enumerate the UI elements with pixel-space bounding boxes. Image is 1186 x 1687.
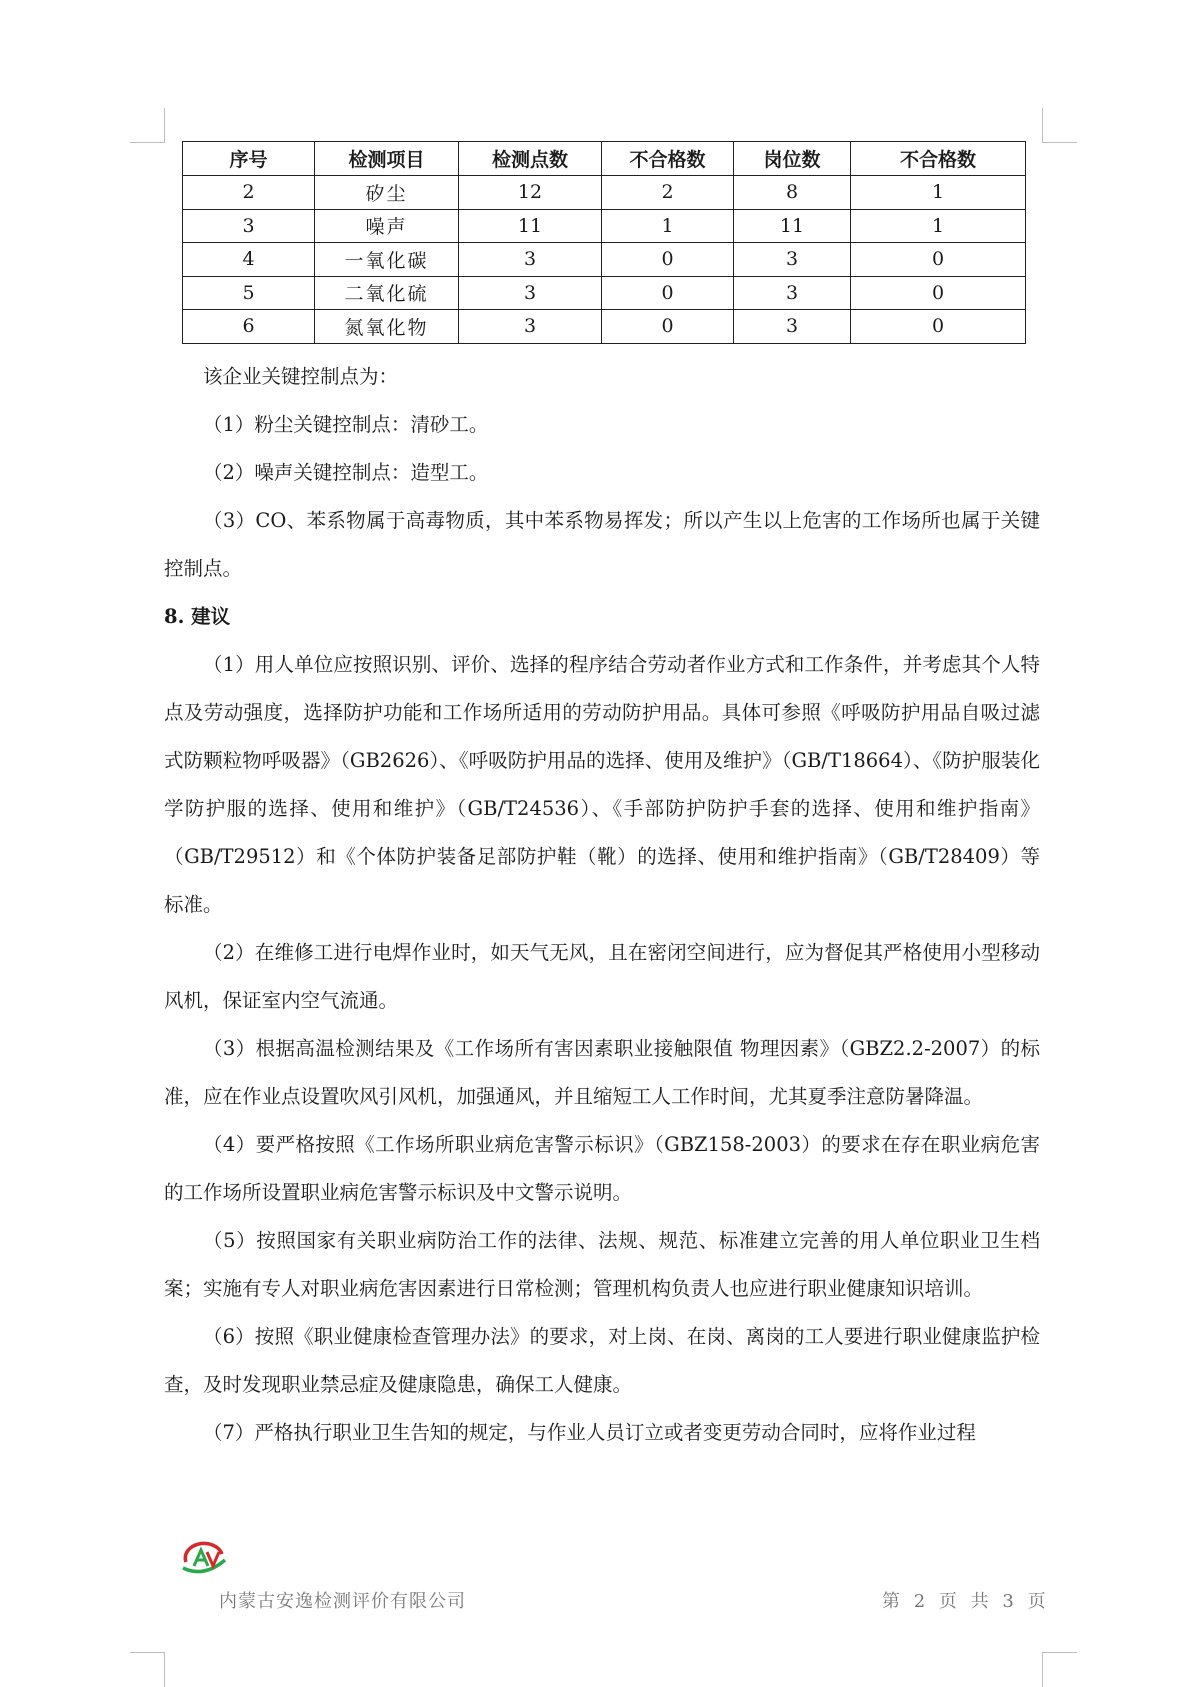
cell-points: 3 [459,243,602,277]
header-posts: 岗位数 [734,142,851,176]
page-label-ye: 页 [938,1591,957,1612]
company-logo-icon [180,1538,228,1576]
section-heading-recommendations: 8. 建议 [164,605,231,628]
cell-points: 3 [459,276,602,310]
page-total: 3 [1002,1591,1014,1612]
cell-points: 3 [459,310,602,344]
page-label-ye-2: 页 [1027,1591,1046,1612]
cell-unqualified-posts: 1 [851,176,1026,210]
logo-letter-a [194,1550,208,1566]
cell-serial: 3 [183,209,315,243]
page-label-di: 第 [882,1591,900,1612]
table-row [183,209,1026,243]
page-current: 2 [913,1591,926,1612]
key-control-toxic: （3）CO、苯系物属于高毒物质，其中苯系物易挥发；所以产生以上危害的工作场所也属于关键控制点。 [164,509,1040,580]
logo-green-arc [183,1560,225,1572]
cell-unqualified-posts: 1 [851,209,1026,243]
cell-unqualified-points: 1 [602,209,734,243]
recommendation-2: （2）在维修工进行电焊作业时，如天气无风，且在密闭空间进行，应为督促其严格使用小型移动风机，保证室内空气流通。 [164,941,1040,1012]
crop-mark-bottom-right [1042,1652,1077,1687]
crop-mark-top-left [130,108,165,143]
header-item: 检测项目 [315,142,459,176]
footer-company-name: 内蒙古安逸检测评价有限公司 [219,1591,466,1612]
cell-posts: 3 [734,310,851,344]
cell-unqualified-posts: 0 [851,310,1026,344]
table-row [183,243,1026,277]
cell-unqualified-points: 0 [602,243,734,277]
header-unqualified-posts: 不合格数 [851,142,1026,176]
cell-item: 二氧化硫 [315,276,459,310]
cell-unqualified-posts: 0 [851,276,1026,310]
recommendation-7: （7）严格执行职业卫生告知的规定，与作业人员订立或者变更劳动合同时，应将作业过程 [203,1421,976,1444]
table-header-row [183,142,1026,176]
cell-posts: 8 [734,176,851,210]
cell-item: 氮氧化物 [315,310,459,344]
recommendation-6: （6）按照《职业健康检查管理办法》的要求，对上岗、在岗、离岗的工人要进行职业健康监护检查，及时发现职业禁忌症及健康隐患，确保工人健康。 [164,1325,1040,1396]
cell-item: 一氧化碳 [315,243,459,277]
document-body [164,353,1040,1457]
header-unqualified-points: 不合格数 [602,142,734,176]
cell-unqualified-points: 0 [602,276,734,310]
cell-unqualified-points: 0 [602,310,734,344]
cell-posts: 3 [734,243,851,277]
header-serial: 序号 [183,142,315,176]
crop-mark-top-right [1042,108,1077,143]
cell-item: 矽尘 [315,176,459,210]
recommendation-3: （3）根据高温检测结果及《工作场所有害因素职业接触限值 物理因素》（GBZ2.2-2007）的标准，应在作业点设置吹风引风机，加强通风，并且缩短工人工作时间，尤其夏季注意防暑降温。 [164,1037,1040,1108]
recommendation-5: （5）按照国家有关职业病防治工作的法律、法规、规范、标准建立完善的用人单位职业卫生档案；实施有专人对职业病危害因素进行日常检测；管理机构负责人也应进行职业健康知识培训。 [164,1229,1040,1300]
cell-serial: 6 [183,310,315,344]
table-row [183,276,1026,310]
detection-results-table [182,141,1026,344]
footer-page-number [880,1587,1048,1613]
cell-serial: 4 [183,243,315,277]
recommendation-4: （4）要严格按照《工作场所职业病危害警示标识》（GBZ158-2003）的要求在存在职业病危害的工作场所设置职业病危害警示标识及中文警示说明。 [164,1133,1040,1204]
key-control-intro: 该企业关键控制点为： [203,365,399,388]
page-label-gong: 共 [970,1591,989,1612]
cell-points: 11 [459,209,602,243]
table-row [183,176,1026,210]
cell-posts: 3 [734,276,851,310]
cell-points: 12 [459,176,602,210]
cell-posts: 11 [734,209,851,243]
cell-serial: 2 [183,176,315,210]
key-control-dust: （1）粉尘关键控制点：清砂工。 [203,413,489,436]
cell-item: 噪声 [315,209,459,243]
cell-unqualified-posts: 0 [851,243,1026,277]
recommendation-1: （1）用人单位应按照识别、评价、选择的程序结合劳动者作业方式和工作条件，并考虑其个人特点及劳动强度，选择防护功能和工作场所适用的劳动防护用品。具体可参照《呼吸防护用品自吸过滤式防颗粒物呼吸器》（GB2626）、《呼吸防护用品的选择、使用及维护》（GB/T18664）、《防护服装化学防护服的选择、使用和维护》（GB/T24536）、《手部防护防护手套的选择、使用和维护指南》（GB/T29512）和《个体防护装备足部防护鞋（靴）的选择、使用和维护指南》（GB/T28409）等标准。 [164,653,1040,916]
crop-mark-bottom-left [130,1652,165,1687]
header-points: 检测点数 [459,142,602,176]
key-control-noise: （2）噪声关键控制点：造型工。 [203,461,489,484]
cell-unqualified-points: 2 [602,176,734,210]
table-row [183,310,1026,344]
cell-serial: 5 [183,276,315,310]
